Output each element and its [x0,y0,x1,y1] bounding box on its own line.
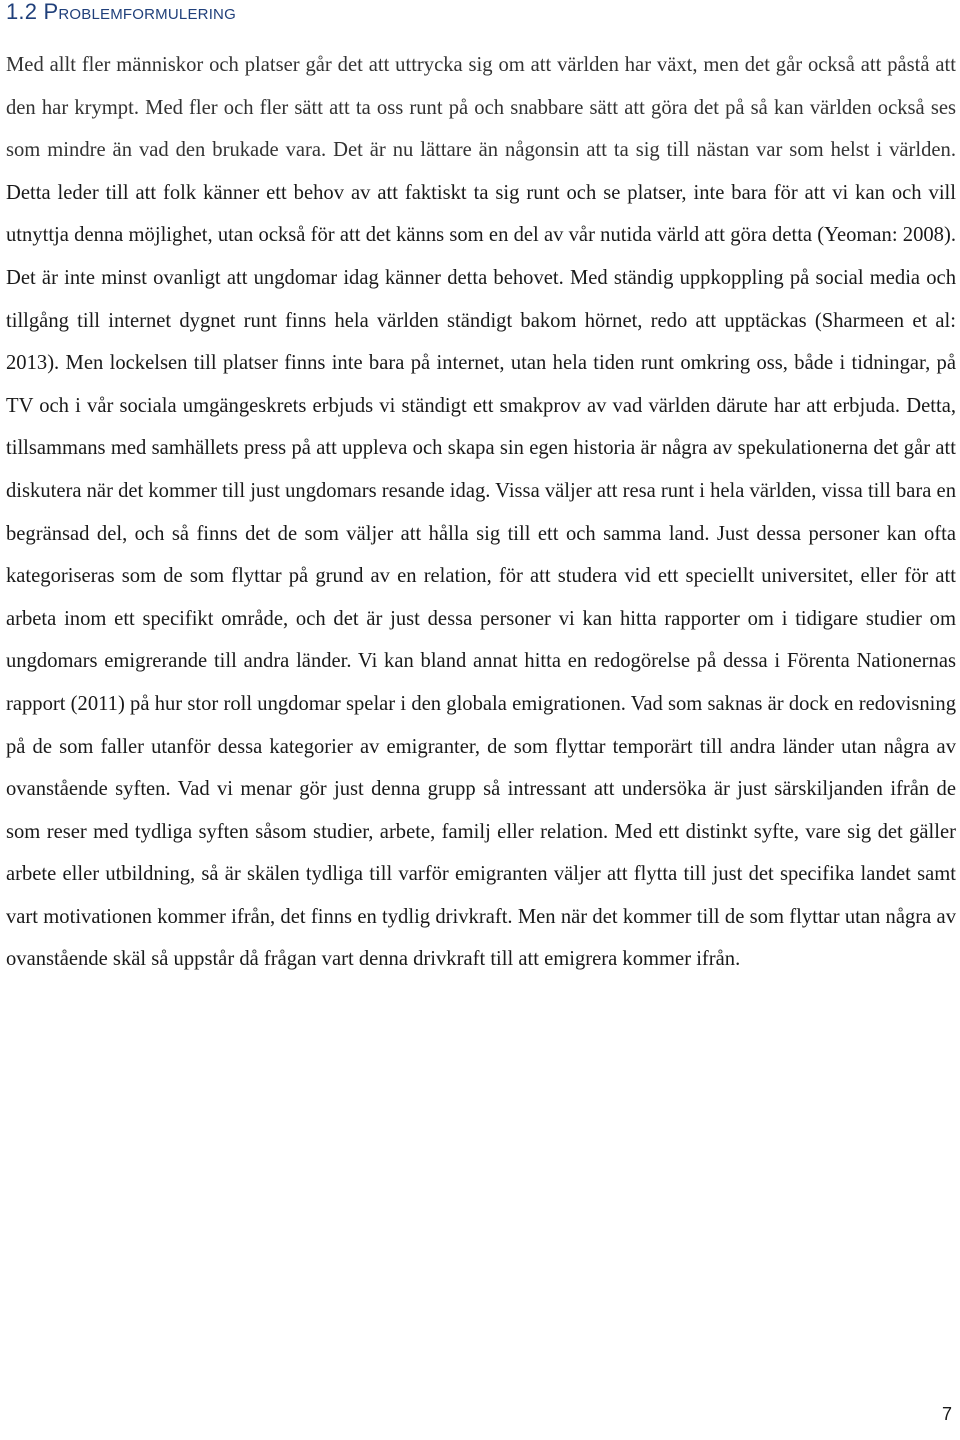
section-heading [6,0,236,26]
paragraph-lead: Med allt fler människor och platser går det att uttrycka sig om att världen har växt, men det går också att påstå att den har krympt. Med fler och fler sätt att ta oss runt på och snabbare sätt att göra det på så kan världen också ses som mindre än vad den brukade vara. Det är nu lättare än någonsin att ta sig till nästan var som helst i världen. [6,54,956,162]
body-paragraph [6,44,956,981]
paragraph-body: Detta leder till att folk känner ett behov av att faktiskt ta sig runt och se platser, inte bara för att vi kan och vill utnyttja denna möjlighet, utan också för att det känns som en del av vår nutida värld att göra detta (Yeoman: 2008). Det är inte minst ovanligt att ungdomar idag känner detta behovet. Med ständig uppkoppling på social media och tillgång till internet dygnet runt finns hela världen ständigt bakom hörnet, redo att upptäckas (Sharmeen et al: 2013). Men lockelsen till platser finns inte bara på internet, utan hela tiden runt omkring oss, både i tidningar, på TV och i vår sociala umgängeskrets erbjuds vi ständigt ett smakprov av vad världen därute har att erbjuda. Detta, tillsammans med samhällets press på att uppleva och skapa sin egen historia är några av spekulationerna det går att diskutera när det kommer till just ungdomars resande idag. Vissa väljer att resa runt i hela världen, vissa till bara en begränsad del, och så finns det de som väljer att hålla sig till ett och samma land. Just dessa personer kan ofta kategoriseras som de som flyttar på grund av en relation, för att studera vid ett speciellt universitet, eller för att arbeta inom ett specifikt område, och det är just dessa personer vi kan hitta rapporter om i tidigare studier om ungdomars emigrerande till andra länder. Vi kan bland annat hitta en redogörelse på dessa i Förenta Nationernas rapport (2011) på hur stor roll ungdomar spelar i den globala emigrationen. Vad som saknas är dock en redovisning på de som faller utanför dessa kategorier av emigranter, de som flyttar temporärt till andra länder utan några av ovanstående syften. Vad vi menar gör just denna grupp så intressant att undersöka är just särskiljanden ifrån de som reser med tydliga syften såsom studier, arbete, familj eller relation. Med ett distinkt syfte, vare sig det gäller arbete eller utbildning, så är skälen tydliga till varför emigranten väljer att flytta till just det specifika landet samt vart motivationen kommer ifrån, det finns en tydlig drivkraft. Men när det kommer till de som flyttar utan några av ovanstående skäl så uppstår då frågan vart denna drivkraft till att emigrera kommer ifrån. [6,181,956,971]
section-title: Problemformulering [43,0,236,24]
page-number: 7 [941,1404,952,1424]
section-number: 1.2 [6,0,38,24]
